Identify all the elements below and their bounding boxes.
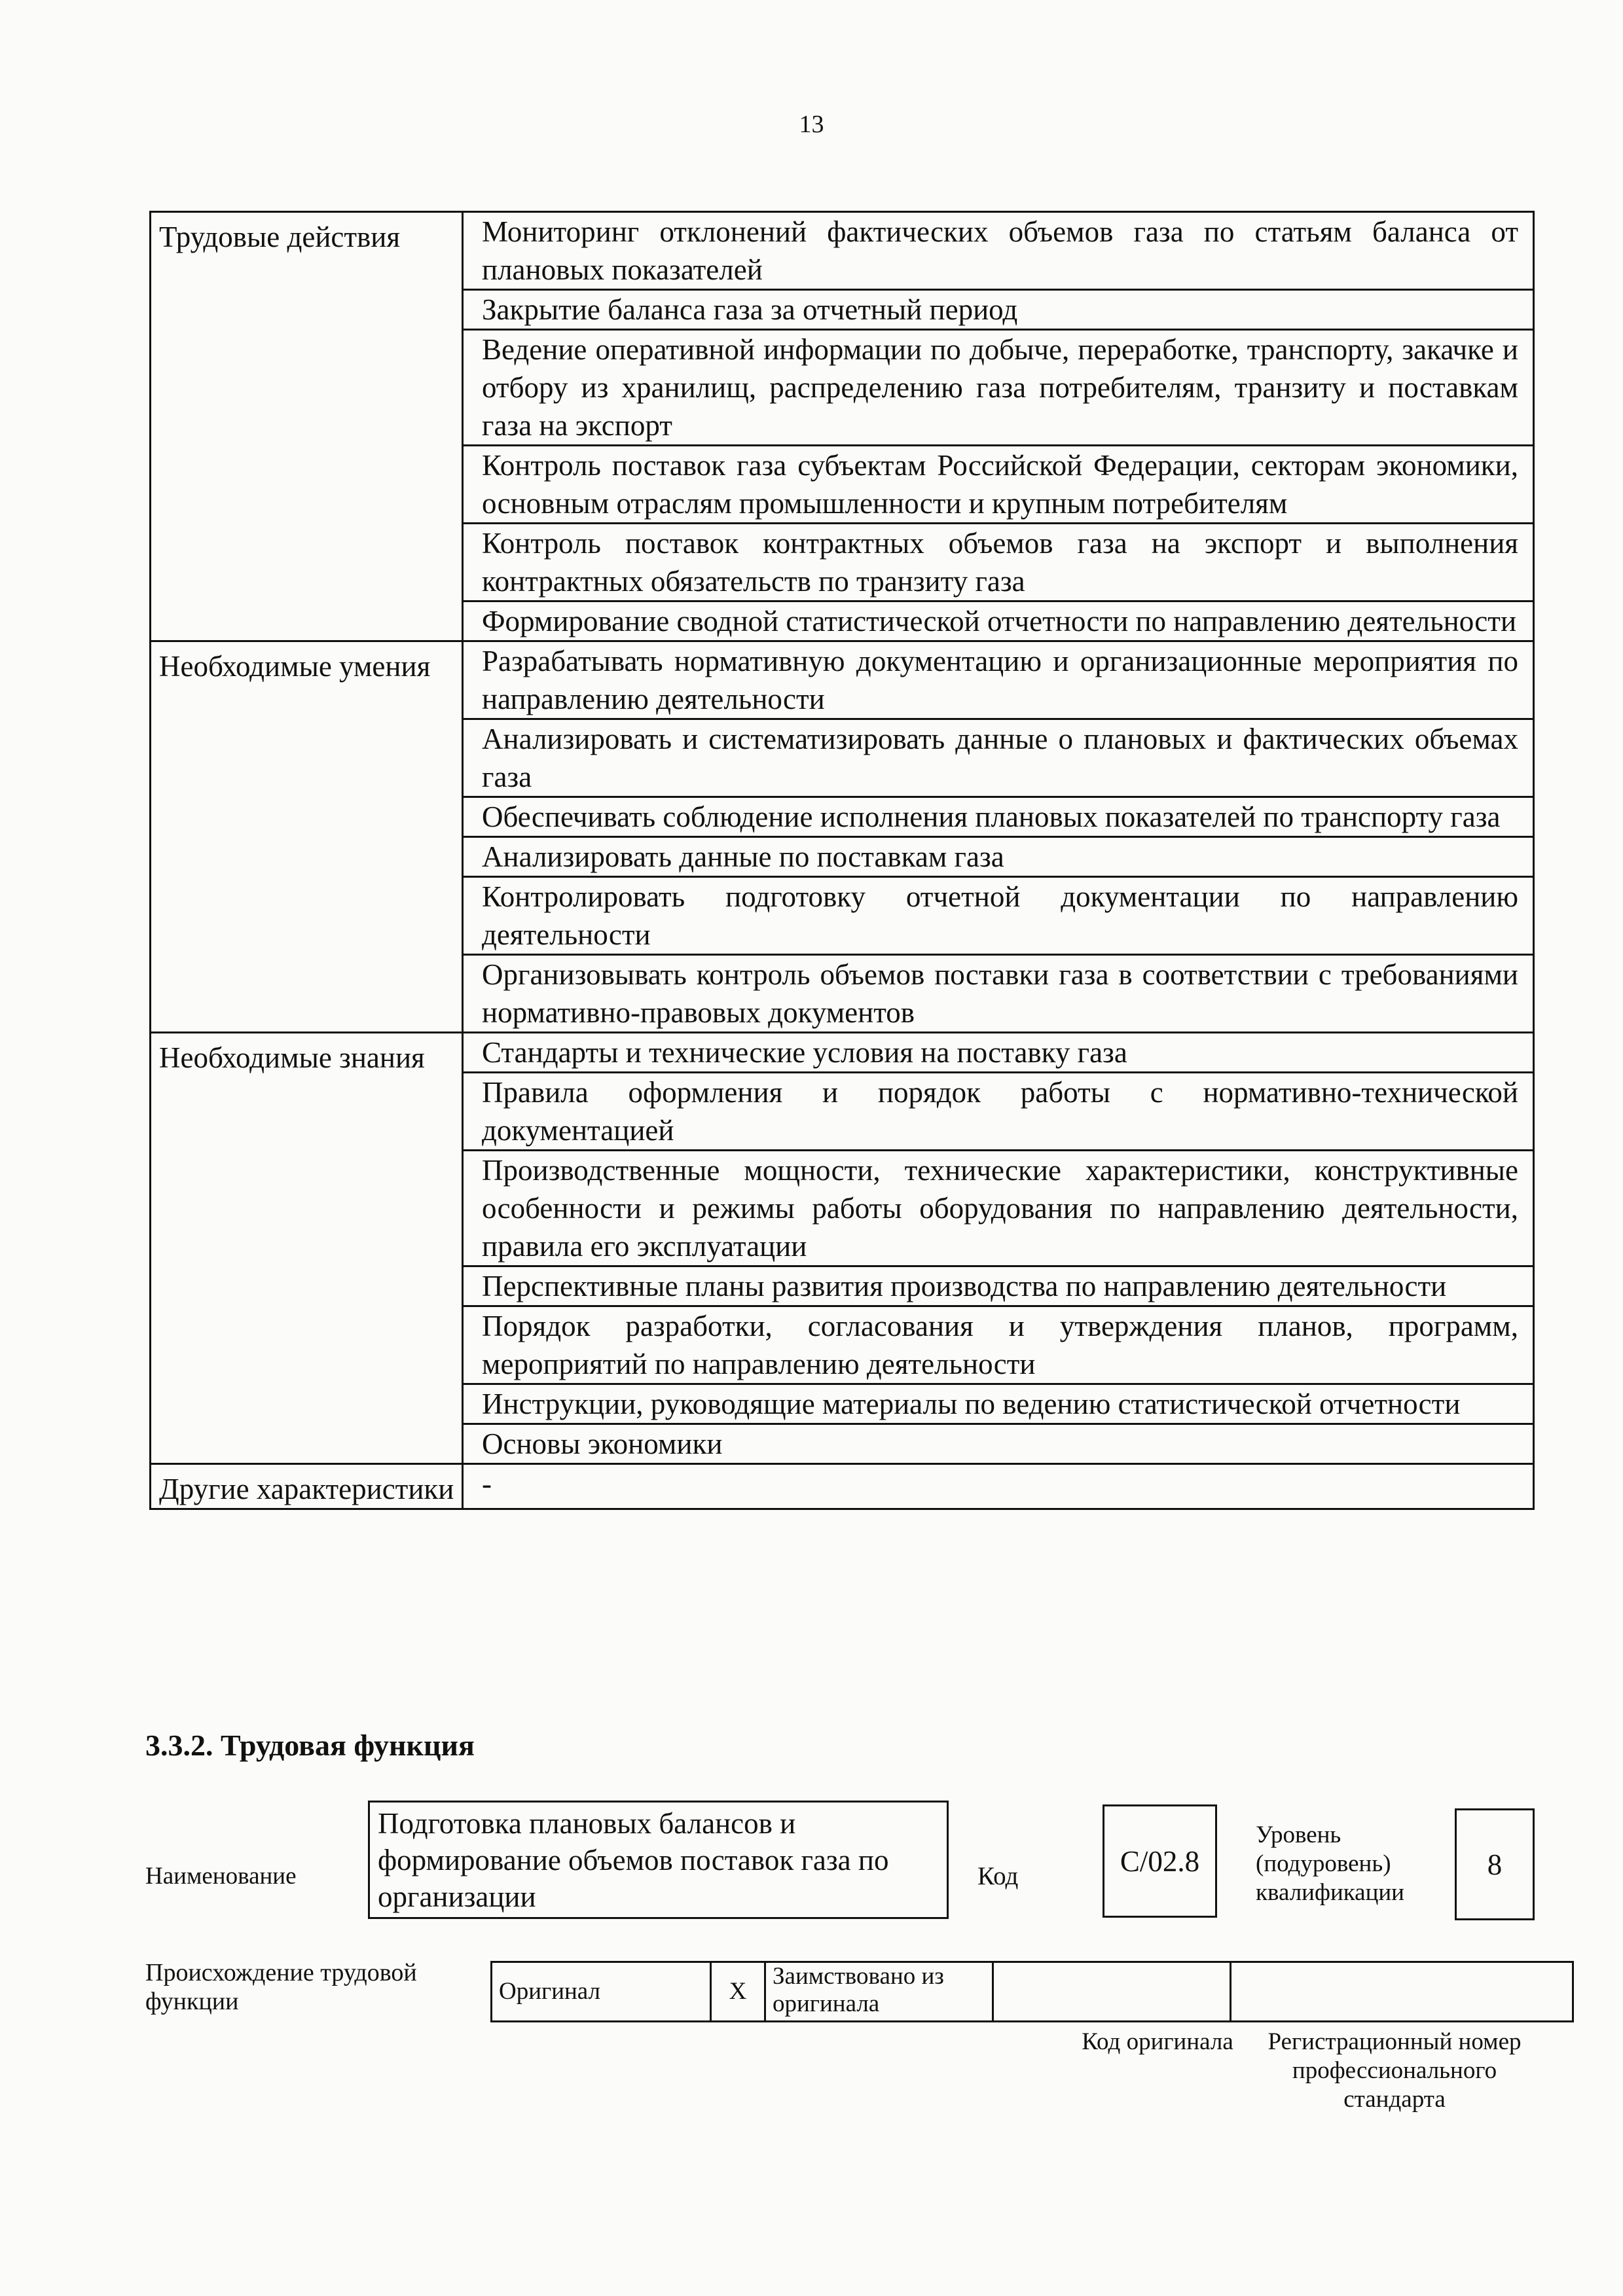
table-cell: Правила оформления и порядок работы с нормативно-технической документацией [463,1073,1534,1151]
name-label: Наименование [145,1863,297,1890]
table-cell: - [463,1464,1534,1509]
row-group-label: Необходимые знания [151,1033,463,1464]
name-value-box: Подготовка плановых балансов и формирование объемов поставок газа по организации [368,1801,949,1919]
code-label: Код [977,1862,1019,1890]
table-cell: Формирование сводной статистической отчетности по направлению деятельности [463,601,1534,641]
table-cell: Контролировать подготовку отчетной документации по направлению деятельности [463,877,1534,955]
table-cell: Разрабатывать нормативную документацию и организационные мероприятия по направлению деятельности [463,641,1534,719]
table-cell: Контроль поставок контрактных объемов газа на экспорт и выполнения контрактных обязательств по транзиту газа [463,524,1534,601]
table-cell: Производственные мощности, технические характеристики, конструктивные особенности и режимы работы оборудования по направлению деятельности, правила его эксплуатации [463,1151,1534,1266]
table-row [151,1464,1534,1509]
original-mark: X [711,1962,765,2022]
table-cell: Инструкции, руководящие материалы по ведению статистической отчетности [463,1384,1534,1424]
table-cell: Стандарты и технические условия на поставку газа [463,1033,1534,1073]
borrowed-label: Заимствовано из оригинала [765,1962,993,2022]
table-row [151,1033,1534,1073]
table-cell: Контроль поставок газа субъектам Российской Федерации, секторам экономики, основным отраслям промышленности и крупным потребителям [463,446,1534,524]
page-number: 13 [799,111,824,138]
table-row [151,212,1534,290]
registration-number-caption: Регистрационный номер профессионального стандарта [1267,2028,1522,2113]
registration-number-cell [1231,1962,1573,2022]
function-details-table [149,211,1535,1510]
table-cell: Закрытие баланса газа за отчетный период [463,290,1534,330]
table-cell: Основы экономики [463,1424,1534,1464]
row-group-label: Необходимые умения [151,641,463,1033]
section-heading: 3.3.2. Трудовая функция [145,1729,475,1762]
original-code-cell [993,1962,1231,2022]
origin-label: Происхождение трудовой функции [145,1959,417,2015]
code-value-box: С/02.8 [1103,1804,1217,1918]
row-group-label: Трудовые действия [151,212,463,641]
table-cell: Мониторинг отклонений фактических объемов газа по статьям баланса от плановых показателей [463,212,1534,290]
table-cell: Анализировать данные по поставкам газа [463,837,1534,877]
original-label: Оригинал [492,1962,711,2022]
qualification-level-box: 8 [1455,1808,1535,1920]
row-group-label: Другие характеристики [151,1464,463,1509]
table-cell: Обеспечивать соблюдение исполнения плановых показателей по транспорту газа [463,797,1534,837]
table-cell: Анализировать и систематизировать данные о плановых и фактических объемах газа [463,719,1534,797]
table-cell: Порядок разработки, согласования и утверждения планов, программ, мероприятий по направлению деятельности [463,1306,1534,1384]
table-cell: Перспективные планы развития производства по направлению деятельности [463,1266,1534,1306]
original-code-caption: Код оригинала [1082,2028,1233,2055]
origin-table [490,1961,1574,2022]
table-cell: Организовывать контроль объемов поставки газа в соответствии с требованиями нормативно-правовых документов [463,955,1534,1033]
table-row [151,641,1534,719]
qualification-level-label: Уровень (подуровень) квалификации [1256,1821,1404,1906]
table-cell: Ведение оперативной информации по добыче, переработке, транспорту, закачке и отбору из хранилищ, распределению газа потребителям, транзиту и поставкам газа на экспорт [463,330,1534,446]
